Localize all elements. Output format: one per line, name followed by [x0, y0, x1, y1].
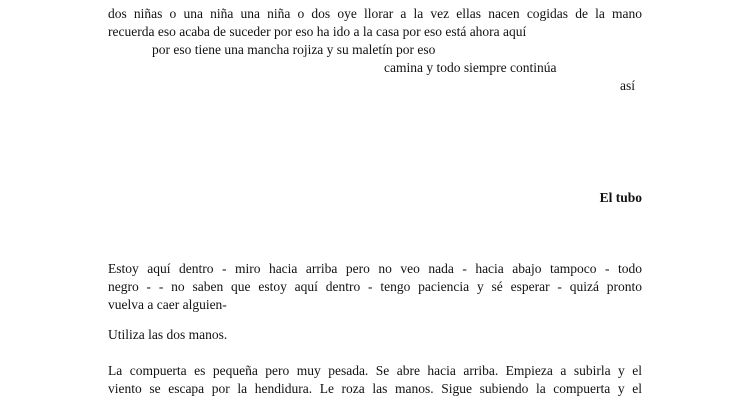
poem-line-1: dos niñas o una niña una niña o dos oye llorar a la vez ellas nacen cogidas de la mano — [108, 6, 642, 21]
poem-line-4: camina y todo siempre continúa — [384, 60, 557, 75]
paragraph-1-line-1: Estoy aquí dentro - miro hacia arriba pero no veo nada - hacia abajo tampoco - todo — [108, 261, 642, 276]
paragraph-3-line-2: viento se escapa por la hendidura. Le roza las manos. Sigue subiendo la compuerta y el — [108, 381, 642, 396]
paragraph-2: Utiliza las dos manos. — [108, 327, 228, 342]
section-title: El tubo — [599, 190, 642, 205]
poem-line-2: recuerda eso acaba de suceder por eso ha ido a la casa por eso está ahora aquí — [108, 24, 527, 39]
paragraph-3-line-1: La compuerta es pequeña pero muy pesada. Se abre hacia arriba. Empieza a subirla y el — [108, 363, 642, 378]
paragraph-1-line-2: negro - - no saben que estoy aquí dentro - tengo paciencia y sé esperar - quizá pronto — [108, 279, 642, 294]
poem-line-5: así — [620, 78, 635, 93]
poem-line-3: por eso tiene una mancha rojiza y su maletín por eso — [152, 42, 436, 57]
paragraph-1-line-3: vuelva a caer alguien- — [108, 297, 227, 312]
